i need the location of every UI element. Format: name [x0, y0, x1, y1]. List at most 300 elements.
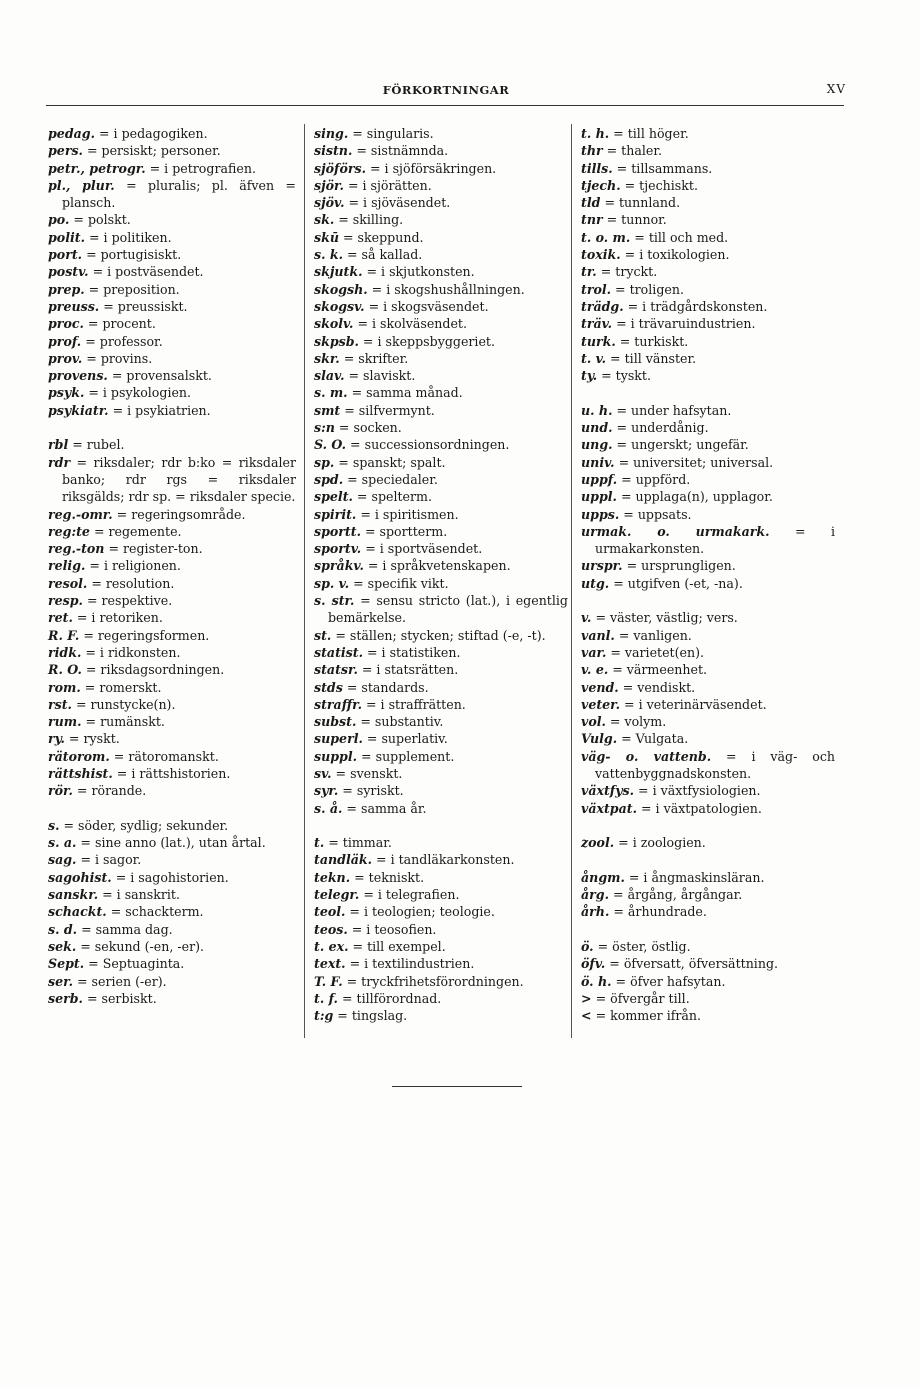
definition: = uppsats. — [623, 506, 692, 522]
abbreviation-entry — [314, 800, 568, 817]
definition: = skrifter. — [343, 350, 409, 366]
definition: = i postväsendet. — [92, 264, 204, 280]
group-spacer — [581, 592, 835, 609]
definition: = professor. — [85, 333, 163, 349]
abbreviation-entry — [48, 730, 296, 747]
abbreviation: s:n — [314, 420, 335, 436]
abbreviation-entry — [314, 730, 568, 747]
abbreviation: superl. — [314, 731, 363, 747]
definition: = serbiskt. — [86, 990, 157, 1006]
abbreviation-entry — [581, 436, 835, 453]
abbreviation: sp. — [314, 454, 335, 470]
abbreviation-entry — [48, 575, 296, 592]
abbreviation-entry — [314, 557, 568, 574]
abbreviation: prof. — [48, 333, 82, 349]
abbreviation-entry — [314, 973, 568, 990]
abbreviation: suppl. — [314, 748, 358, 764]
abbreviation: schackt. — [48, 904, 107, 920]
definition: = väster, västlig; vers. — [595, 610, 738, 626]
definition: = i psykologien. — [88, 385, 192, 401]
abbreviation-entry — [48, 333, 296, 350]
abbreviation: skjutk. — [314, 264, 363, 280]
definition: = regemente. — [93, 523, 182, 539]
abbreviation-entry — [581, 315, 835, 332]
definition: = i skjutkonsten. — [366, 264, 475, 280]
definition: = i toxikologien. — [624, 247, 730, 263]
definition: = singularis. — [352, 126, 434, 141]
abbreviation-entry — [48, 886, 296, 903]
abbreviation-entry — [581, 748, 835, 783]
definition: = i trävaruindustrien. — [616, 316, 756, 332]
abbreviation-entry — [314, 454, 568, 471]
abbreviation-entry — [48, 506, 296, 523]
definition: = skeppund. — [343, 229, 424, 245]
column-divider — [571, 124, 572, 1038]
definition: = pluralis; pl. äfven = plansch. — [62, 177, 296, 211]
definition: = tyskt. — [601, 368, 651, 384]
abbreviation-entry — [314, 125, 568, 142]
abbreviation: tr. — [581, 264, 597, 280]
abbreviation-entry — [48, 679, 296, 696]
definition: = samma dag. — [81, 921, 173, 937]
abbreviation: smt — [314, 402, 341, 418]
definition: = preposition. — [88, 281, 180, 297]
abbreviation-entry — [314, 834, 568, 851]
definition: = i sjörätten. — [347, 177, 432, 193]
abbreviation: tills. — [581, 160, 613, 176]
group-spacer — [581, 851, 835, 868]
definition: = i sagor. — [80, 852, 142, 868]
abbreviation: sing. — [314, 126, 349, 141]
abbreviation: sagohist. — [48, 869, 112, 885]
abbreviation: proc. — [48, 316, 84, 332]
abbreviation: utg. — [581, 575, 610, 591]
abbreviation: sistn. — [314, 143, 353, 159]
definition: = ungerskt; ungefär. — [616, 437, 749, 453]
abbreviation-entry — [581, 367, 835, 384]
column-divider — [304, 124, 305, 1038]
definition: = i trädgårdskonsten. — [627, 298, 768, 314]
definition: = rätoromanskt. — [113, 748, 219, 764]
abbreviation: prov. — [48, 350, 83, 366]
definition: = ursprungligen. — [626, 558, 736, 574]
abbreviation-entry — [314, 177, 568, 194]
abbreviation-entry — [581, 886, 835, 903]
abbreviation-entry — [581, 350, 835, 367]
definition: = superlativ. — [366, 731, 448, 747]
abbreviation: resol. — [48, 575, 88, 591]
abbreviation: rdr — [48, 454, 71, 470]
abbreviation-entry — [48, 211, 296, 228]
abbreviation: t. ex. — [314, 938, 349, 954]
abbreviation-entry — [581, 402, 835, 419]
abbreviation: rör. — [48, 783, 73, 799]
definition: = Septuaginta. — [88, 956, 185, 972]
abbreviation: spirit. — [314, 506, 357, 522]
definition: = till och med. — [634, 229, 729, 245]
abbreviation: ret. — [48, 610, 73, 626]
abbreviation: s. k. — [314, 247, 343, 263]
abbreviation-entry — [48, 696, 296, 713]
abbreviation-entry — [48, 851, 296, 868]
abbreviation: sportv. — [314, 541, 362, 557]
abbreviation: t. v. — [581, 350, 607, 366]
abbreviation: rst. — [48, 696, 72, 712]
abbreviation: port. — [48, 247, 83, 263]
definition: = spelterm. — [356, 489, 432, 505]
definition: = regeringsområde. — [116, 506, 246, 522]
definition: = uppförd. — [621, 471, 691, 487]
abbreviation: upps. — [581, 506, 620, 522]
abbreviation-entry — [581, 800, 835, 817]
abbreviation: s. å. — [314, 800, 343, 816]
definition: = i straffrätten. — [366, 696, 466, 712]
abbreviation-entry — [48, 229, 296, 246]
abbreviation-entry — [314, 955, 568, 972]
abbreviation: uppf. — [581, 471, 618, 487]
definition: = århundrade. — [613, 904, 707, 920]
abbreviation-entry — [314, 488, 568, 505]
definition: = i politiken. — [89, 229, 172, 245]
abbreviation-entry — [48, 142, 296, 159]
abbreviation: psyk. — [48, 385, 85, 401]
abbreviation-entry — [48, 817, 296, 834]
abbreviation-entry — [581, 454, 835, 471]
abbreviation: rbl — [48, 437, 69, 453]
abbreviation: sk. — [314, 212, 335, 228]
abbreviation: ty. — [581, 368, 598, 384]
abbreviation: sjör. — [314, 177, 344, 193]
definition: = riksdagsordningen. — [85, 662, 225, 678]
abbreviation-entry — [314, 229, 568, 246]
definition: = i teologien; teologie. — [349, 904, 495, 920]
abbreviation-entry — [48, 973, 296, 990]
abbreviation-entry — [314, 1007, 568, 1024]
abbreviation-entry — [314, 644, 568, 661]
abbreviation: rätorom. — [48, 748, 110, 764]
definition: = spanskt; spalt. — [338, 454, 446, 470]
definition: = tingslag. — [337, 1008, 408, 1024]
abbreviation: teol. — [314, 904, 346, 920]
definition: = standards. — [346, 679, 429, 695]
definition: = i rättshistorien. — [116, 765, 231, 781]
definition: = turkiskt. — [619, 333, 689, 349]
abbreviation: telegr. — [314, 887, 360, 903]
abbreviation-entry — [581, 246, 835, 263]
abbreviation: s. a. — [48, 835, 77, 851]
abbreviation: urmak. o. urmakark. — [581, 523, 770, 539]
abbreviation: thr — [581, 143, 603, 159]
definition: = tjechiskt. — [624, 177, 698, 193]
abbreviation: stds — [314, 679, 343, 695]
abbreviation-entry — [314, 160, 568, 177]
group-spacer — [48, 419, 296, 436]
abbreviation-entry — [314, 938, 568, 955]
abbreviation: öfv. — [581, 956, 606, 972]
definition: = tunnland. — [604, 195, 681, 211]
abbreviation: Vulg. — [581, 731, 618, 747]
abbreviation-entry — [581, 194, 835, 211]
abbreviation: subst. — [314, 714, 357, 730]
definition: = timmar. — [328, 835, 392, 851]
definition: = portugisiskt. — [86, 247, 182, 263]
abbreviation-entry — [581, 903, 835, 920]
abbreviation: relig. — [48, 558, 86, 574]
abbreviation: trädg. — [581, 298, 624, 314]
abbreviation-entry — [314, 142, 568, 159]
abbreviation-entry — [581, 471, 835, 488]
definition: = i sjöförsäkringen. — [370, 160, 497, 176]
abbreviation: reg.-ton — [48, 541, 105, 557]
definition: = i statistiken. — [366, 644, 461, 660]
abbreviation: rum. — [48, 714, 82, 730]
abbreviation-entry — [581, 298, 835, 315]
abbreviation-entry — [581, 644, 835, 661]
abbreviation-entry — [48, 281, 296, 298]
abbreviation-entry — [314, 350, 568, 367]
abbreviation-entry — [581, 627, 835, 644]
abbreviation-entry — [314, 713, 568, 730]
definition: = successionsordningen. — [350, 437, 510, 453]
abbreviation: postv. — [48, 264, 89, 280]
abbreviation-entry — [581, 419, 835, 436]
abbreviation-entry — [314, 903, 568, 920]
abbreviation: växtfys. — [581, 783, 635, 799]
definition: = rumänskt. — [85, 714, 165, 730]
abbreviation-entry — [48, 298, 296, 315]
abbreviation-entry — [581, 696, 835, 713]
abbreviation-entry — [48, 644, 296, 661]
abbreviation-entry — [48, 765, 296, 782]
abbreviation-entry — [314, 575, 568, 592]
abbreviation-entry — [314, 782, 568, 799]
abbreviation-entry — [314, 263, 568, 280]
definition: = i växtfysiologien. — [638, 783, 761, 799]
definition: = i psykiatrien. — [112, 402, 211, 418]
definition: = svenskt. — [335, 765, 403, 781]
definition: = preussiskt. — [103, 298, 188, 314]
abbreviation: ung. — [581, 437, 613, 453]
abbreviation: R. F. — [48, 627, 80, 643]
abbreviation: tnr — [581, 212, 603, 228]
page-header — [46, 80, 846, 100]
abbreviation: > — [581, 990, 592, 1006]
definition: = i veterinärväsendet. — [624, 696, 767, 712]
abbreviation: sportt. — [314, 523, 361, 539]
definition: = i ridkonsten. — [85, 644, 181, 660]
abbreviation-entry — [581, 782, 835, 799]
abbreviation-entry — [314, 990, 568, 1007]
abbreviation-entry — [581, 1007, 835, 1024]
abbreviation: ö. — [581, 938, 594, 954]
abbreviation-entry — [581, 160, 835, 177]
definition: = i pedagogiken. — [99, 126, 208, 141]
abbreviation-entry — [48, 315, 296, 332]
definition: = regeringsformen. — [83, 627, 210, 643]
abbreviation: pedag. — [48, 126, 95, 141]
definition: = underdånig. — [616, 420, 709, 436]
definition: = samma år. — [346, 800, 427, 816]
definition: = upplaga(n), upplagor. — [620, 489, 773, 505]
abbreviation: straffr. — [314, 696, 362, 712]
definition: = slaviskt. — [348, 368, 416, 384]
definition: = respektive. — [86, 593, 173, 609]
abbreviation-entry — [48, 609, 296, 626]
definition: = i retoriken. — [76, 610, 163, 626]
abbreviation: sp. v. — [314, 575, 350, 591]
definition: = öfversatt, öfversättning. — [609, 956, 779, 972]
definition: = i skolväsendet. — [357, 316, 467, 332]
abbreviation: slav. — [314, 368, 345, 384]
abbreviation-entry — [581, 557, 835, 574]
abbreviation-entry — [314, 661, 568, 678]
abbreviation-entry — [314, 679, 568, 696]
definition: = provensalskt. — [111, 368, 212, 384]
abbreviation-entry — [581, 938, 835, 955]
definition: = i telegrafien. — [363, 887, 460, 903]
abbreviation: t. f. — [314, 990, 338, 1006]
abbreviation: ry. — [48, 731, 65, 747]
abbreviation-entry — [48, 627, 296, 644]
definition: = i sjöväsendet. — [348, 195, 451, 211]
definition: = i spiritismen. — [360, 506, 459, 522]
definition: = register-ton. — [108, 541, 203, 557]
abbreviation: pl., plur. — [48, 177, 115, 193]
abbreviation: trol. — [581, 281, 612, 297]
definition: = serien (-er). — [76, 973, 167, 989]
abbreviation-entry — [581, 679, 835, 696]
definition: = sine anno (lat.), utan årtal. — [80, 835, 266, 851]
abbreviation: S. O. — [314, 437, 347, 453]
definition: = i skogsväsendet. — [368, 298, 489, 314]
abbreviation-entry — [48, 540, 296, 557]
abbreviation-entry — [48, 523, 296, 540]
abbreviation: provens. — [48, 368, 108, 384]
abbreviation-entry — [314, 506, 568, 523]
definition: = ställen; stycken; stiftad (-e, -t). — [335, 627, 546, 643]
abbreviation: serb. — [48, 990, 83, 1006]
abbreviation: t. h. — [581, 126, 610, 141]
abbreviation: ridk. — [48, 644, 82, 660]
abbreviation-entry — [48, 557, 296, 574]
abbreviation-entry — [314, 592, 568, 627]
abbreviation-entry — [314, 851, 568, 868]
abbreviation: sjöförs. — [314, 160, 366, 176]
definition: = skilling. — [338, 212, 404, 228]
definition: = ryskt. — [68, 731, 120, 747]
abbreviation: teos. — [314, 921, 348, 937]
definition: = silfvermynt. — [344, 402, 435, 418]
abbreviation: sag. — [48, 852, 77, 868]
definition: = i teosofien. — [351, 921, 437, 937]
header-rule — [46, 105, 844, 106]
abbreviation-entry — [314, 281, 568, 298]
abbreviation-entry — [581, 973, 835, 990]
abbreviation: und. — [581, 420, 613, 436]
abbreviation-entry — [314, 333, 568, 350]
abbreviation: vend. — [581, 679, 619, 695]
abbreviation: rom. — [48, 679, 81, 695]
abbreviation: statsr. — [314, 662, 358, 678]
abbreviation-entry — [48, 990, 296, 1007]
abbreviation-entry — [581, 142, 835, 159]
abbreviation: sanskr. — [48, 887, 99, 903]
abbreviation-entry — [314, 523, 568, 540]
abbreviation-entry — [48, 350, 296, 367]
definition: = under hafsytan. — [616, 402, 732, 418]
abbreviation: växtpat. — [581, 800, 637, 816]
abbreviation-entry — [581, 488, 835, 505]
abbreviation: univ. — [581, 454, 615, 470]
abbreviation-entry — [581, 834, 835, 851]
group-spacer — [581, 384, 835, 401]
abbreviation: ser. — [48, 973, 73, 989]
abbreviation-entry — [314, 402, 568, 419]
definition: = i urmakarkonsten. — [595, 523, 835, 557]
abbreviation-entry — [48, 955, 296, 972]
column-3 — [581, 125, 835, 1055]
abbreviation-entry — [581, 990, 835, 1007]
definition: = tillförordnad. — [341, 990, 442, 1006]
definition: = schackterm. — [110, 904, 204, 920]
abbreviation-entry — [314, 921, 568, 938]
definition: = rörande. — [76, 783, 147, 799]
abbreviation: resp. — [48, 593, 83, 609]
abbreviation: ö. h. — [581, 973, 612, 989]
definition: = i växtpatologien. — [641, 800, 762, 816]
abbreviation-entry — [48, 661, 296, 678]
abbreviation-entry — [581, 229, 835, 246]
abbreviation-entry — [314, 748, 568, 765]
definition: = tillsammans. — [616, 160, 713, 176]
column-1 — [48, 125, 296, 1055]
abbreviation-entry — [581, 869, 835, 886]
definition: = varietet(en). — [610, 644, 705, 660]
abbreviation: statist. — [314, 644, 363, 660]
abbreviation-entry — [314, 765, 568, 782]
abbreviation: träv. — [581, 316, 613, 332]
abbreviation: tekn. — [314, 869, 351, 885]
definition: = öster, östlig. — [597, 938, 691, 954]
abbreviation-entry — [581, 506, 835, 523]
abbreviation: sjöv. — [314, 195, 345, 211]
abbreviation-entry — [581, 955, 835, 972]
definition: = kommer ifrån. — [595, 1008, 702, 1024]
definition: = persiskt; personer. — [86, 143, 221, 159]
abbreviation-entry — [581, 575, 835, 592]
abbreviation: tjech. — [581, 177, 621, 193]
abbreviation-entry — [314, 627, 568, 644]
abbreviation: urspr. — [581, 558, 623, 574]
abbreviation-entry — [48, 921, 296, 938]
abbreviation: v. e. — [581, 662, 609, 678]
definition: = socken. — [338, 420, 402, 436]
definition: = procent. — [87, 316, 156, 332]
abbreviation-entry — [581, 713, 835, 730]
abbreviation-entry — [314, 367, 568, 384]
abbreviation-entry — [48, 246, 296, 263]
abbreviation-entry — [581, 661, 835, 678]
abbreviation: tandläk. — [314, 852, 372, 868]
abbreviation-entry — [314, 246, 568, 263]
abbreviation: psykiatr. — [48, 402, 109, 418]
abbreviation: prep. — [48, 281, 85, 297]
abbreviation-entry — [581, 211, 835, 228]
group-spacer — [581, 817, 835, 834]
abbreviation: spd. — [314, 471, 344, 487]
abbreviation: sek. — [48, 938, 77, 954]
abbreviation-entry — [48, 938, 296, 955]
